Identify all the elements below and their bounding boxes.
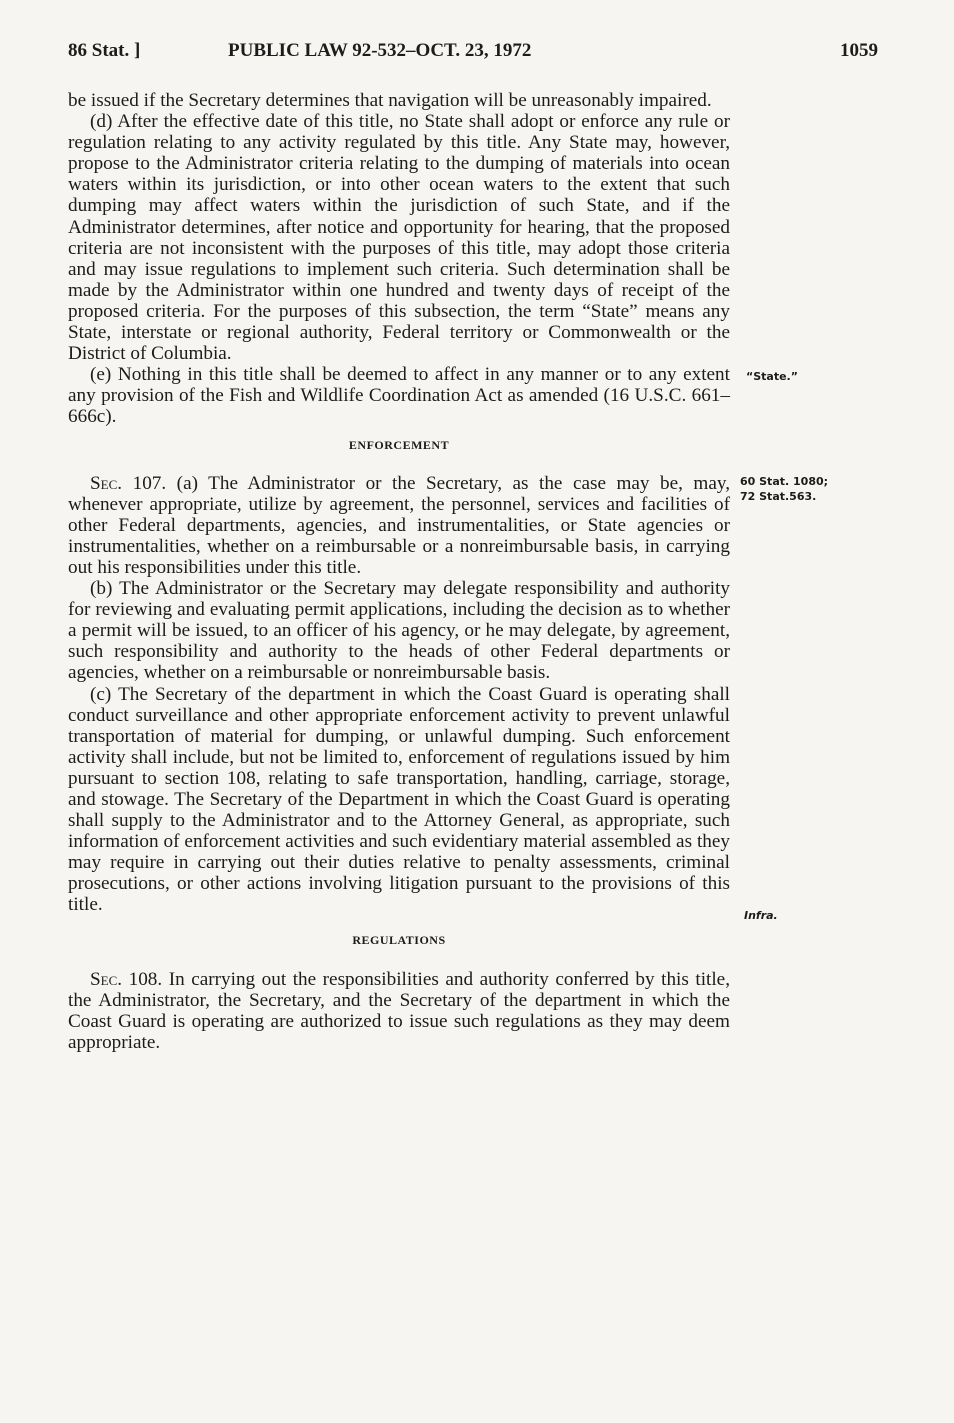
section-107-a	[68, 473, 730, 578]
section-label: Sec.	[90, 968, 123, 990]
section-107-a-text: 107. (a) The Administrator or the Secretary, as the case may be, may, whenever appropriate, utilize by agreement, the personnel, services and facilities of other Federal departments, agencies, and instrumentalities, or State agencies or instrumentalities, whether on a reimbursable or a nonreimbursable basis, in carrying out his responsibilities under this title.	[68, 472, 730, 578]
section-107-b: (b) The Administrator or the Secretary may delegate responsibility and authority for reviewing and evaluating permit applications, including the decision as to whether a permit will be issued, to an officer of his agency, or he may delegate, by agreement, such responsibility and authority to the heads of other Federal departments or agencies, whether on a reimbursable or nonreimbursable basis.	[68, 578, 730, 684]
law-title: PUBLIC LAW 92-532–OCT. 23, 1972	[228, 40, 532, 61]
section-108-text: 108. In carrying out the responsibilities and authority conferred by this title, the Administrator, the Secretary, and the Secretary of the department in which the Coast Guard is operating are authorized to issue such regulations as they may deem appropriate.	[68, 968, 730, 1053]
section-107-c: (c) The Secretary of the department in which the Coast Guard is operating shall conduct surveillance and other appropriate enforcement activity to prevent unlawful transportation of material for dumping, or unlawful dumping. Such enforcement activity shall include, but not be limited to, enforcement of regulations issued by him pursuant to section 108, relating to safe transportation, handling, carriage, storage, and stowage. The Secretary of the Department in which the Coast Guard is operating shall supply to the Administrator and to the Attorney General, as appropriate, such information of enforcement activities and such evidentiary material assembled as they may require in carrying out their duties relative to penalty assessments, criminal prosecutions, or other actions involving litigation pursuant to the provisions of this title.	[68, 683, 730, 916]
margin-note-infra: Infra.	[744, 909, 778, 922]
heading-enforcement: ENFORCEMENT	[348, 437, 450, 452]
section-108	[68, 969, 730, 1053]
margin-note-state: “State.”	[746, 370, 798, 383]
stat-reference: 86 Stat. ]	[68, 40, 141, 61]
body-text	[68, 90, 730, 1053]
paragraph-d: (d) After the effective date of this title, no State shall adopt or enforce any rule or regulation relating to any activity regulated by this title. Any State may, however, propose to the Administrator criteria relating to the dumping of materials into ocean waters within its jurisdiction, or into other ocean waters to the extent that such dumping may affect waters within the jurisdiction of such State, and if the Administrator determines, after notice and opportunity for hearing, that the proposed criteria are not inconsistent with the purposes of this title, may adopt those criteria and may issue regulations to implement such criteria. Such determination shall be made by the Administrator within one hundred and twenty days of receipt of the proposed criteria. For the purposes of this subsection, the term “State” means any State, interstate or regional authority, Federal territory or Commonwealth or the District of Columbia.	[68, 111, 730, 365]
page-number: 1059	[840, 40, 878, 61]
paragraph-continuation: be issued if the Secretary determines that navigation will be unreasonably impaired.	[68, 90, 712, 111]
margin-note-stat-563: 72 Stat.563.	[740, 490, 817, 503]
paragraph-e: (e) Nothing in this title shall be deemed to affect in any manner or to any extent any provision of the Fish and Wildlife Coordination Act as amended (16 U.S.C. 661–666c).	[68, 364, 730, 428]
margin-note-stat-1080: 60 Stat. 1080;	[740, 475, 829, 488]
section-label: Sec.	[90, 472, 123, 494]
page-header	[68, 40, 878, 70]
heading-regulations: REGULATIONS	[352, 932, 446, 947]
